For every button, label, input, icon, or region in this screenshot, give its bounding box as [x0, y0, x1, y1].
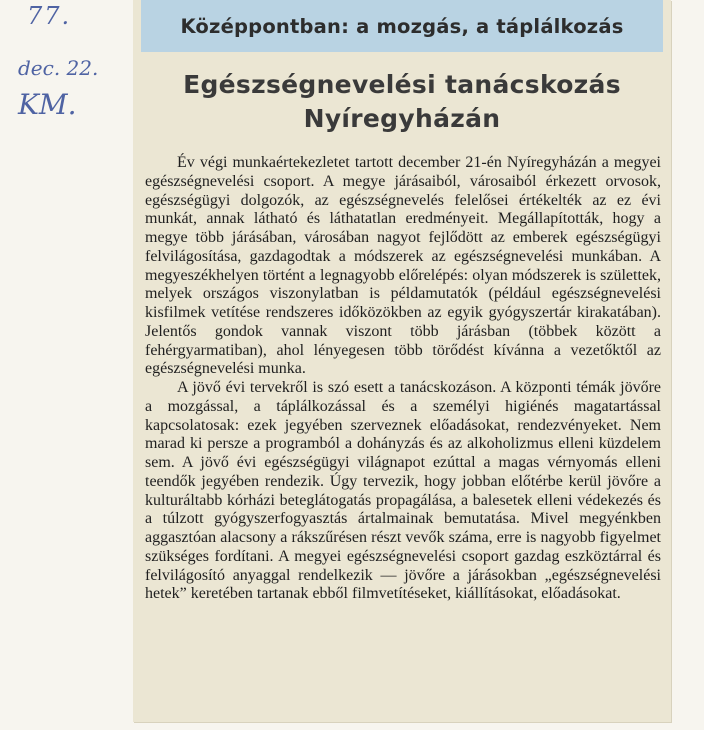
- article-paragraph-2: A jövő évi tervekről is szó esett a tanácskozáson. A központi témák jövőre a mozgással, a táplálkozással és a személyi higiénés magatartással kapcsolatosak: ezek jegyében szerveznek előadásokat, rendezvényeket. Nem marad ki persze a programból a dohányzás és az alkoholizmus elleni küzdelem sem. A jövő évi egészségügyi világnapot ezúttal a magas vérnyomás elleni teendők jegyében rendezik. Úgy tervezik, hogy jobban előtérbe kerül jövőre a kulturáltabb kórházi beteglátogatás propagálása, a balesetek elleni védekezés és a túlzott gyógyszerfogyasztás ártalmainak bemutatása. Mivel megyénkben aggasztóan alacsony a rákszűrésen részt vevők száma, erre is nagyobb figyelmet szükséges fordítani. A megyei egészségnevelési csoport gazdag eszköztárral és felvilágosító anyaggal rendelkezik — jövőre a járásokban „egészségnevelési hetek” keretében tartanak ebből filmvetítéseket, kiállításokat, előadásokat.: [145, 379, 661, 603]
- headline-line-1: Egészségnevelési tanácskozás: [183, 70, 621, 99]
- article-headline: [133, 68, 671, 136]
- headline-line-2: Nyíregyházán: [303, 104, 501, 133]
- article-body: [145, 154, 661, 604]
- handwritten-note-initials: KM.: [18, 88, 77, 121]
- handwritten-note-date: dec. 22.: [18, 56, 99, 80]
- section-banner-text: Középpontban: a mozgás, a táplálkozás: [180, 14, 624, 38]
- section-banner: [141, 0, 663, 52]
- article-paragraph-1: Év végi munkaértekezletet tartott december 21-én Nyíregyházán a megyei egészségnevelési csoport. A megye járásaiból, városaiból érkezett orvosok, egészségügyi dolgozók, az egészségnevelés felelősei értékelték az ez évi munkát, annak látható és láthatatlan eredményeit. Megállapították, hogy a megye több járásában, városában nagyot fejlődött az emberek egészségügyi felvilágosítása, gazdagodtak a módszerek az egészségnevelési munkában. A megyeszékhelyen történt a legnagyobb előrelépés: olyan módszerek is születtek, melyek országos viszonylatban is példamutatók (például egészségnevelési kisfilmek vetítése rendszeres időközökben az egyik gyógyszertár kirakatában). Jelentős gondok vannak viszont több járásban (többek között a fehérgyarmatiban), ahol lényegesen több törődést kívánna a vezetőktől az egészségnevelési munka.: [145, 154, 661, 378]
- handwritten-note-number: 77.: [27, 2, 72, 30]
